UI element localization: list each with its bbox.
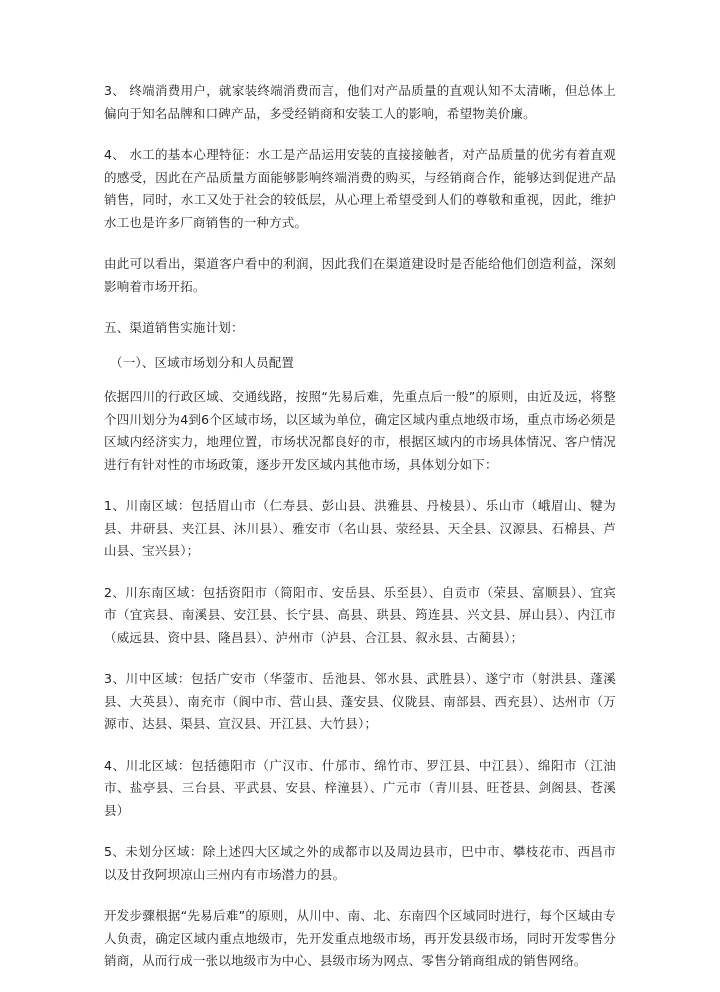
subsection-heading-regions: （一）、区域市场划分和人员配置: [110, 354, 295, 370]
paragraph-end-users: 3、 终端消费用户，就家装终端消费而言，他们对产品质量的直观认知不太清晰，但总体上偏向于知名品牌和口碑产品，多受经销商和安装工人的影响，希望物美价廉。: [104, 83, 616, 121]
region-southeast: 2、川东南区域：包括资阳市（简阳市、安岳县、乐至县）、自贡市（荣县、富顺县）、宜宾市（宜宾县、南溪县、安江县、长宁县、高县、珙县、筠连县、兴文县、屏山县）、内江市（威远县、资中县、隆昌县）、泸州市（泸县、合江县、叙永县、古蔺县）；: [104, 584, 616, 645]
region-central: 3、川中区域：包括广安市（华蓥市、岳池县、邻水县、武胜县）、遂宁市（射洪县、蓬溪县、大英县）、南充市（阆中市、营山县、蓬安县、仪陇县、南部县、西充县）、达州市（万源市、达县、渠县、宣汉县、开江县、大竹县）；: [104, 671, 616, 731]
region-north: 4、川北区域：包括德阳市（广汉市、什邡市、绵竹市、罗江县、中江县）、绵阳市（江油市、盐亭县、三台县、平武县、安县、梓潼县）、广元市（青川县、旺苍县、剑阁县、苍溪县）: [104, 757, 616, 818]
paragraph-conclusion: 由此可以看出，渠道客户看中的利润，因此我们在渠道建设时是否能给他们创造利益，深刻影响着市场开拓。: [104, 256, 616, 294]
paragraph-plumbers: 4、 水工的基本心理特征：水工是产品运用安装的直接接触者，对产品质量的优劣有着直观的感受，因此在产品质量方面能够影响终端消费的购买，与经销商合作，能够达到促进产品销售，同时，水工又处于社会的较低层，从心理上希望受到人们的尊敬和重视，因此，维护水工也是许多厂商销售的一种方式。: [104, 147, 616, 230]
region-south: 1、川南区域：包括眉山市（仁寿县、彭山县、洪雅县、丹棱县）、乐山市（峨眉山、犍为县、井研县、夹江县、沐川县）、雅安市（名山县、荥经县、天全县、汉源县、石棉县、芦山县、宝兴县）；: [104, 498, 616, 558]
paragraph-development-steps: 开发步骤根据“先易后难”的原则，从川中、南、北、东南四个区域同时进行，每个区域由专人负责，确定区域内重点地级市，先开发重点地级市场，再开发县级市场，同时开发零售分销商，从而行成一张以地级市为中心、县级市场为网点、零售分销商组成的销售网络。: [104, 908, 616, 968]
paragraph-region-principle: 依据四川的行政区域、交通线路，按照“先易后难，先重点后一般”的原则，由近及远，将整个四川划分为4到6个区域市场，以区域为单位，确定区域内重点地级市场，重点市场必须是区域内经济实力，地理位置，市场状况都良好的市，根据区域内的市场具体情况、客户情况进行有针对性的市场政策，逐步开发区域内其他市场，具体划分如下：: [104, 389, 616, 472]
section-heading-sales-plan: 五、渠道销售实施计划：: [104, 320, 244, 335]
region-unassigned: 5、未划分区域：除上述四大区域之外的成都市以及周边县市，巴中市、攀枝花市、西昌市以及甘孜阿坝凉山三州内有市场潜力的县。: [104, 844, 616, 882]
document-page: [104, 80, 616, 992]
